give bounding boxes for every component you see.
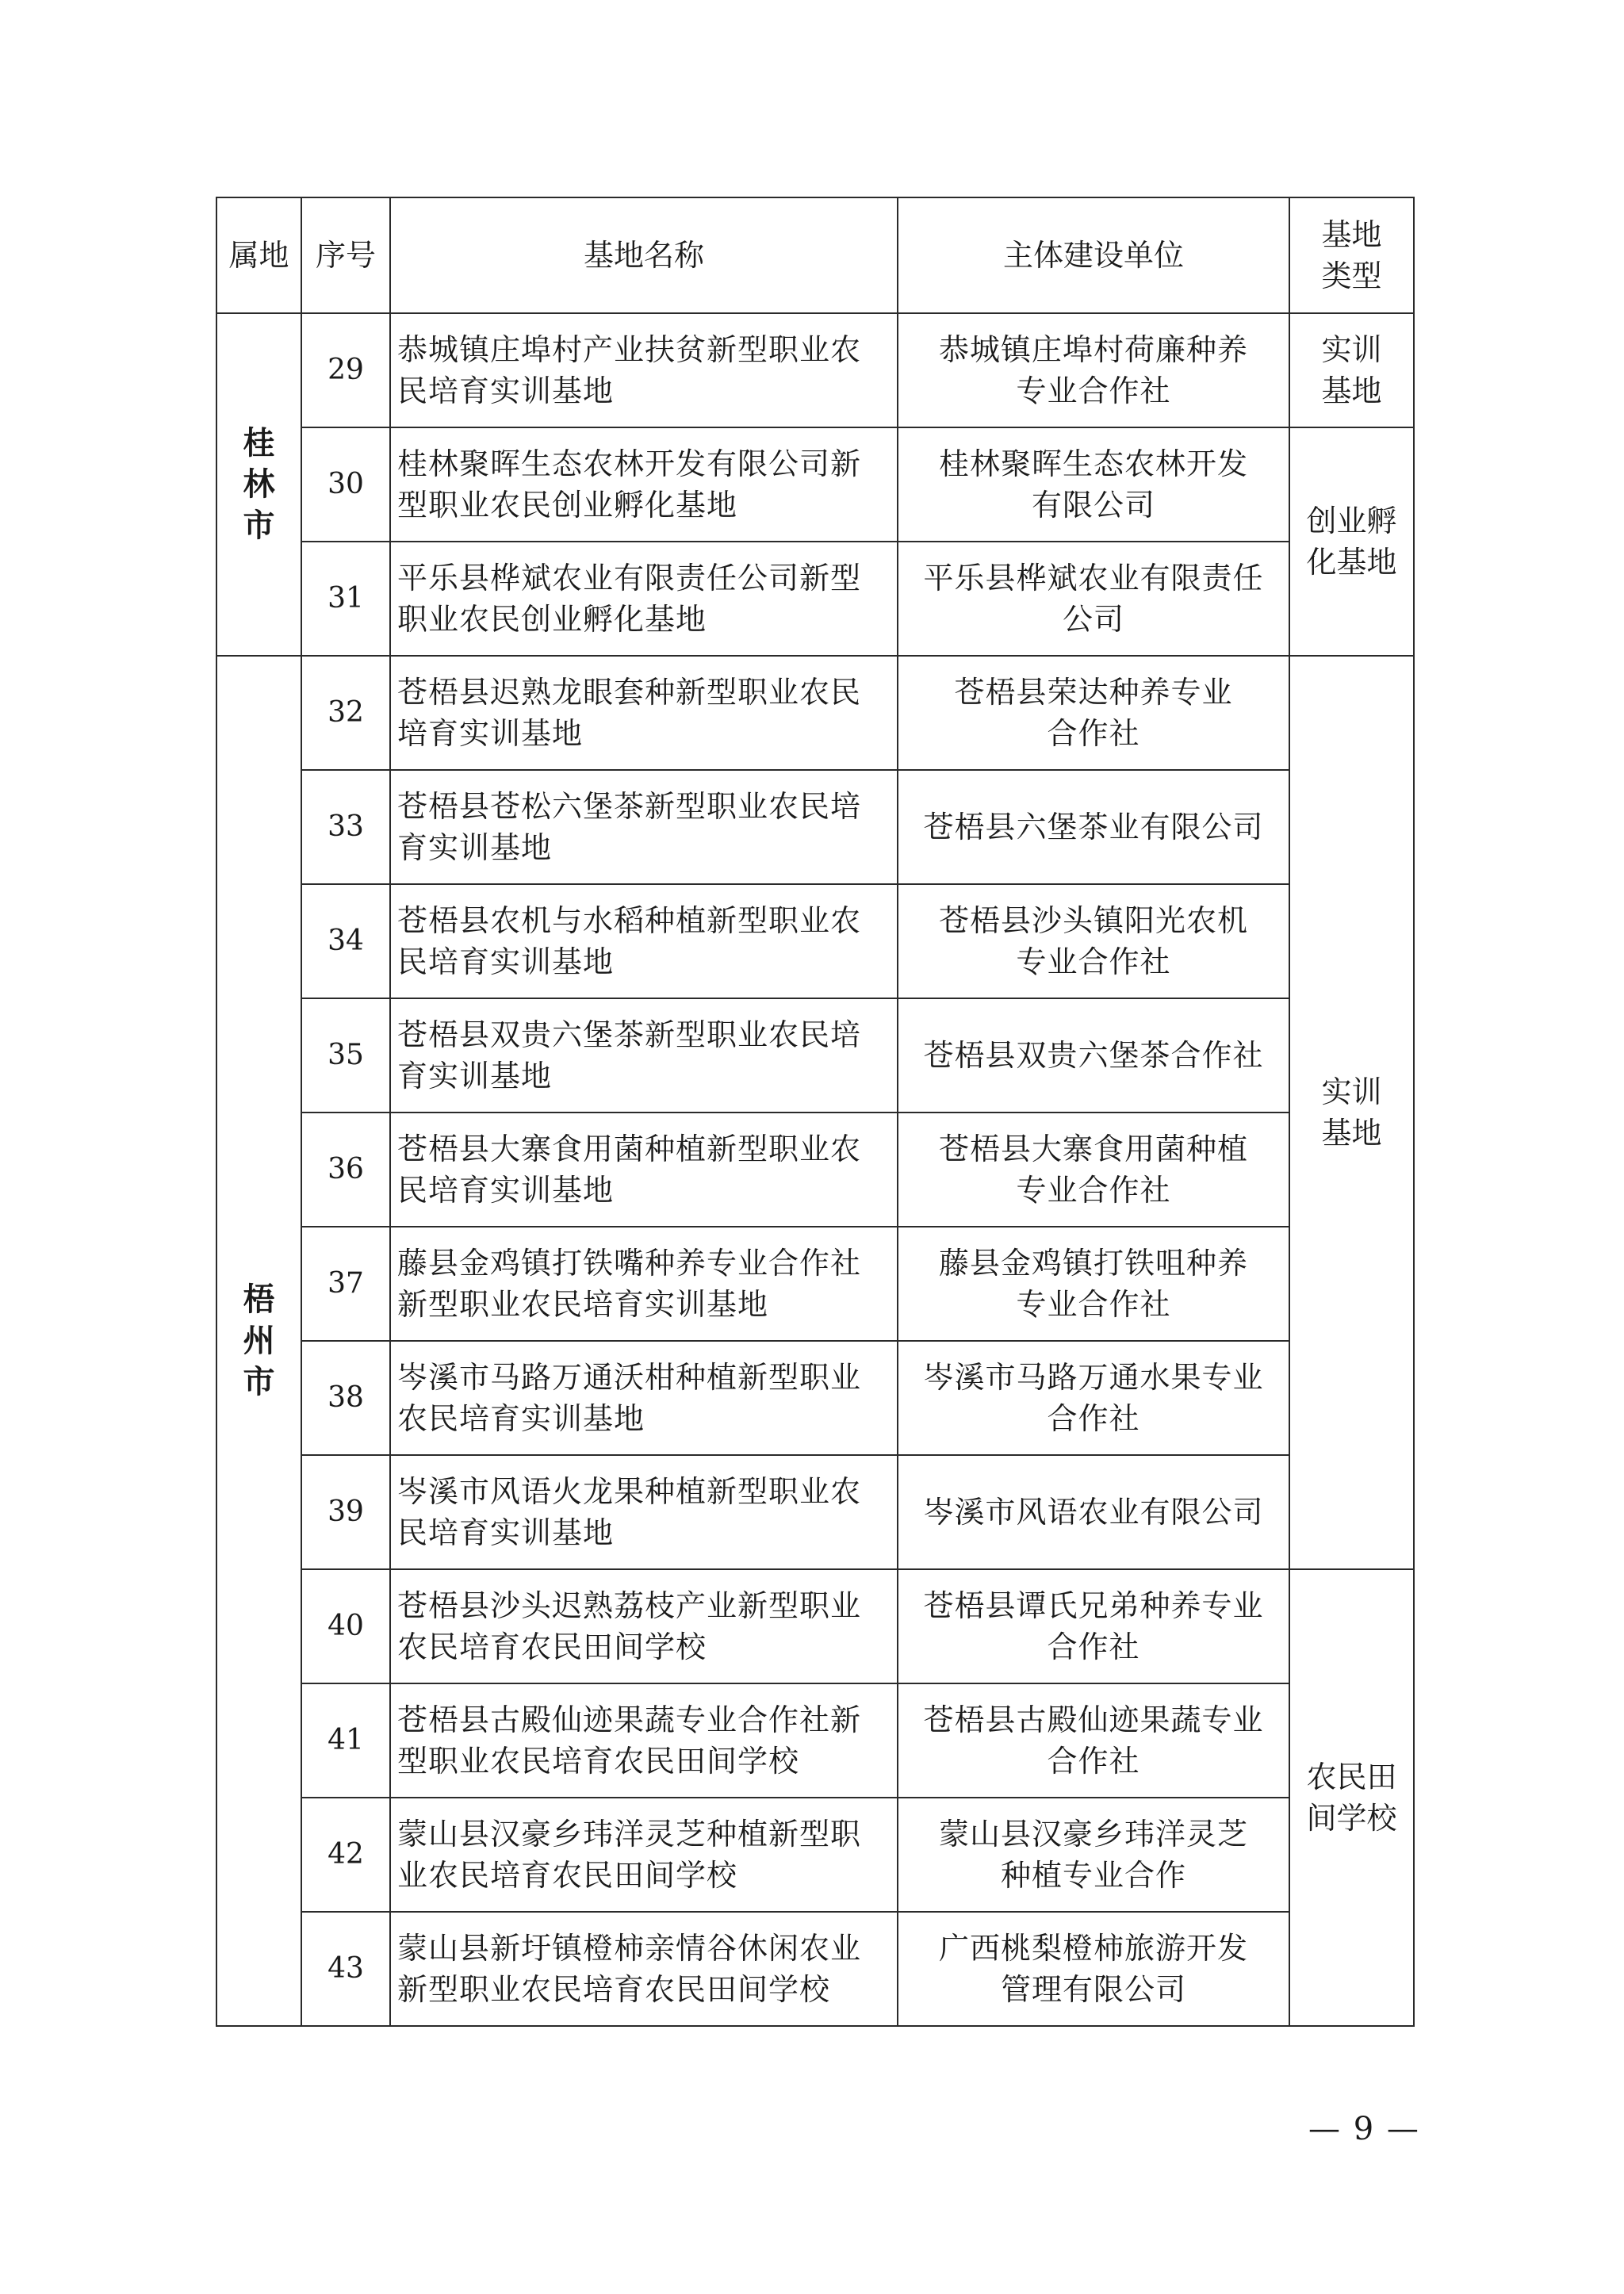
- header-unit: 主体建设单位: [898, 197, 1289, 313]
- table-row: [216, 1912, 1414, 2026]
- table-row: [216, 1455, 1414, 1569]
- seq-cell: 30: [301, 427, 390, 542]
- seq-cell: 38: [301, 1341, 390, 1455]
- seq-cell: 37: [301, 1227, 390, 1341]
- unit-cell: [898, 1569, 1289, 1683]
- seq-cell: 36: [301, 1113, 390, 1227]
- name-cell: [390, 998, 898, 1113]
- region-char: 林: [243, 465, 275, 503]
- name-cell: [390, 656, 898, 770]
- name-line: 苍梧县双贵六堡茶新型职业农民培: [397, 1017, 862, 1052]
- name-line: 育实训基地: [397, 830, 553, 865]
- name-line: 民培育实训基地: [397, 1173, 615, 1208]
- table-row: [216, 313, 1414, 427]
- name-line: 业农民培育农民田间学校: [397, 1858, 738, 1893]
- name-line: 苍梧县苍松六堡茶新型职业农民培: [397, 789, 862, 824]
- seq-cell: 31: [301, 542, 390, 656]
- name-line: 苍梧县大寨食用菌种植新型职业农: [397, 1132, 862, 1166]
- unit-line: 苍梧县大寨食用菌种植: [938, 1132, 1248, 1166]
- unit-line: 合作社: [1047, 1401, 1140, 1436]
- type-line: 实训: [1321, 332, 1382, 367]
- unit-line: 恭城镇庄埠村荷廉种养: [938, 332, 1248, 367]
- name-line: 型职业农民培育农民田间学校: [397, 1744, 800, 1779]
- seq-cell: 43: [301, 1912, 390, 2026]
- name-cell: [390, 770, 898, 884]
- type-cell: [1289, 1569, 1414, 2026]
- unit-line: 苍梧县沙头镇阳光农机: [938, 903, 1248, 938]
- name-line: 职业农民创业孵化基地: [397, 602, 707, 637]
- name-cell: [390, 884, 898, 998]
- name-cell: [390, 542, 898, 656]
- name-line: 民培育实训基地: [397, 373, 615, 408]
- unit-cell: [898, 427, 1289, 542]
- header-seq: 序号: [301, 197, 390, 313]
- name-line: 新型职业农民培育实训基地: [397, 1287, 769, 1322]
- name-cell: [390, 1455, 898, 1569]
- unit-line: 专业合作社: [1016, 944, 1171, 979]
- unit-cell: [898, 542, 1289, 656]
- region-char: 市: [243, 1363, 275, 1400]
- page-number: — 9 —: [1308, 2111, 1420, 2147]
- unit-line: 岑溪市风语农业有限公司: [923, 1495, 1264, 1530]
- unit-line: 合作社: [1047, 1744, 1140, 1779]
- region-char: 梧: [243, 1281, 275, 1318]
- type-cell: [1289, 313, 1414, 427]
- name-cell: [390, 1912, 898, 2026]
- unit-line: 管理有限公司: [1000, 1972, 1186, 2007]
- name-line: 岑溪市风语火龙果种植新型职业农: [397, 1474, 862, 1509]
- name-cell: [390, 1798, 898, 1912]
- table-row: [216, 1798, 1414, 1912]
- unit-line: 专业合作社: [1016, 373, 1171, 408]
- header-name: 基地名称: [390, 197, 898, 313]
- name-cell: [390, 313, 898, 427]
- header-region: 属地: [216, 197, 301, 313]
- region-cell-wuzhou: [216, 656, 301, 2026]
- unit-line: 合作社: [1047, 1630, 1140, 1664]
- table-row: [216, 1569, 1414, 1683]
- unit-cell: [898, 770, 1289, 884]
- unit-cell: [898, 1341, 1289, 1455]
- header-type-line: 基地: [1321, 217, 1382, 252]
- unit-cell: [898, 1227, 1289, 1341]
- name-line: 苍梧县农机与水稻种植新型职业农: [397, 903, 862, 938]
- name-line: 育实训基地: [397, 1059, 553, 1093]
- type-line: 农民田: [1306, 1760, 1397, 1794]
- name-line: 桂林聚晖生态农林开发有限公司新: [397, 446, 862, 481]
- unit-line: 合作社: [1047, 716, 1140, 751]
- unit-cell: [898, 998, 1289, 1113]
- name-cell: [390, 427, 898, 542]
- unit-line: 广西桃梨橙柿旅游开发: [938, 1931, 1248, 1966]
- name-line: 苍梧县沙头迟熟荔枝产业新型职业: [397, 1588, 862, 1623]
- name-line: 民培育实训基地: [397, 1515, 615, 1550]
- table-row: [216, 1683, 1414, 1798]
- table-row: [216, 542, 1414, 656]
- seq-cell: 41: [301, 1683, 390, 1798]
- type-line: 基地: [1321, 1116, 1382, 1151]
- unit-cell: [898, 1683, 1289, 1798]
- name-line: 苍梧县古殿仙迹果蔬专业合作社新: [397, 1702, 862, 1737]
- table-row: [216, 770, 1414, 884]
- seq-cell: 39: [301, 1455, 390, 1569]
- seq-cell: 29: [301, 313, 390, 427]
- name-line: 农民培育实训基地: [397, 1401, 645, 1436]
- type-cell: [1289, 656, 1414, 1569]
- type-cell: [1289, 427, 1414, 656]
- seq-cell: 34: [301, 884, 390, 998]
- type-line: 实训: [1321, 1074, 1382, 1109]
- unit-line: 有限公司: [1031, 488, 1155, 523]
- name-line: 民培育实训基地: [397, 944, 615, 979]
- header-type-line: 类型: [1321, 259, 1382, 293]
- seq-cell: 33: [301, 770, 390, 884]
- unit-line: 专业合作社: [1016, 1287, 1171, 1322]
- unit-line: 桂林聚晖生态农林开发: [938, 446, 1248, 481]
- name-cell: [390, 1569, 898, 1683]
- unit-cell: [898, 1455, 1289, 1569]
- type-line: 化基地: [1306, 545, 1397, 580]
- unit-line: 苍梧县谭氏兄弟种养专业: [923, 1588, 1264, 1623]
- unit-line: 苍梧县荣达种养专业: [954, 675, 1233, 710]
- unit-cell: [898, 1912, 1289, 2026]
- table-row: [216, 1341, 1414, 1455]
- unit-cell: [898, 884, 1289, 998]
- name-line: 新型职业农民培育农民田间学校: [397, 1972, 831, 2007]
- unit-line: 专业合作社: [1016, 1173, 1171, 1208]
- name-line: 岑溪市马路万通沃柑种植新型职业: [397, 1360, 862, 1395]
- type-line: 间学校: [1306, 1801, 1397, 1836]
- region-cell-guilin: [216, 313, 301, 656]
- unit-line: 种植专业合作: [1000, 1858, 1186, 1893]
- unit-line: 公司: [1062, 602, 1124, 637]
- name-cell: [390, 1683, 898, 1798]
- seq-cell: 32: [301, 656, 390, 770]
- unit-line: 苍梧县六堡茶业有限公司: [923, 810, 1264, 844]
- unit-cell: [898, 1113, 1289, 1227]
- header-type: [1289, 197, 1414, 313]
- name-line: 蒙山县新圩镇橙柿亲情谷休闲农业: [397, 1931, 862, 1966]
- unit-line: 藤县金鸡镇打铁咀种养: [938, 1246, 1248, 1281]
- name-cell: [390, 1341, 898, 1455]
- unit-cell: [898, 313, 1289, 427]
- name-line: 藤县金鸡镇打铁嘴种养专业合作社: [397, 1246, 862, 1281]
- table-header-row: [216, 197, 1414, 313]
- name-line: 农民培育农民田间学校: [397, 1630, 707, 1664]
- region-char: 桂: [243, 424, 275, 461]
- unit-line: 苍梧县古殿仙迹果蔬专业: [923, 1702, 1264, 1737]
- table-row: [216, 427, 1414, 542]
- name-line: 苍梧县迟熟龙眼套种新型职业农民: [397, 675, 862, 710]
- name-line: 蒙山县汉豪乡玮洋灵芝种植新型职: [397, 1817, 862, 1852]
- type-line: 创业孵: [1306, 504, 1397, 538]
- base-list-table: [216, 197, 1415, 2027]
- unit-line: 蒙山县汉豪乡玮洋灵芝: [938, 1817, 1248, 1852]
- table-row: [216, 1227, 1414, 1341]
- unit-line: 苍梧县双贵六堡茶合作社: [923, 1038, 1264, 1073]
- unit-line: 岑溪市马路万通水果专业: [923, 1360, 1264, 1395]
- unit-line: 平乐县桦斌农业有限责任: [923, 561, 1264, 596]
- name-line: 恭城镇庄埠村产业扶贫新型职业农: [397, 332, 862, 367]
- seq-cell: 35: [301, 998, 390, 1113]
- name-line: 型职业农民创业孵化基地: [397, 488, 738, 523]
- region-char: 市: [243, 507, 275, 544]
- region-char: 州: [243, 1322, 275, 1359]
- table-row: [216, 656, 1414, 770]
- unit-cell: [898, 656, 1289, 770]
- table-row: [216, 1113, 1414, 1227]
- unit-cell: [898, 1798, 1289, 1912]
- seq-cell: 40: [301, 1569, 390, 1683]
- name-line: 培育实训基地: [397, 716, 584, 751]
- seq-cell: 42: [301, 1798, 390, 1912]
- name-cell: [390, 1227, 898, 1341]
- table-row: [216, 998, 1414, 1113]
- name-cell: [390, 1113, 898, 1227]
- table-row: [216, 884, 1414, 998]
- type-line: 基地: [1321, 373, 1382, 408]
- name-line: 平乐县桦斌农业有限责任公司新型: [397, 561, 862, 596]
